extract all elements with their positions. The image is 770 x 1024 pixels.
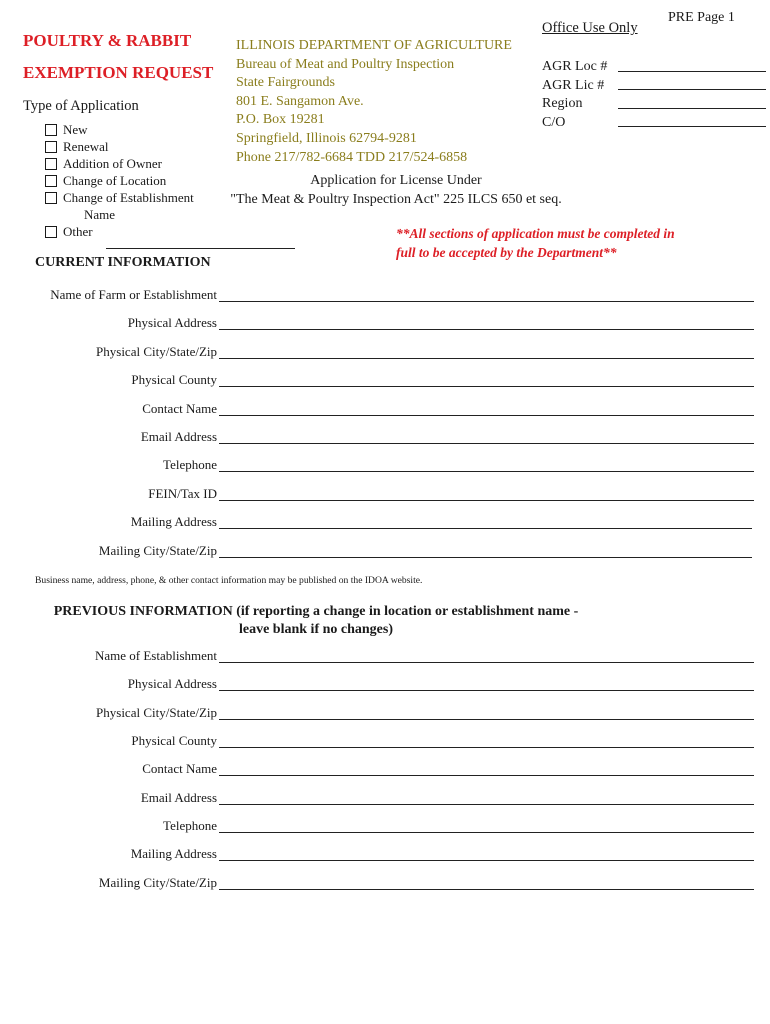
office-use-labels bbox=[542, 58, 607, 133]
region-field[interactable] bbox=[618, 108, 766, 109]
publication-disclaimer: Business name, address, phone, & other contact information may be published on the IDOA website. bbox=[35, 575, 423, 586]
fein-tax-id-input[interactable] bbox=[219, 500, 754, 501]
agency-po-box: P.O. Box 19281 bbox=[236, 112, 325, 128]
field-label: Physical County bbox=[131, 733, 217, 748]
previous-field-row bbox=[0, 873, 770, 893]
type-of-application-label: Type of Application bbox=[23, 98, 139, 114]
email-address-input[interactable] bbox=[219, 443, 754, 444]
field-label: Physical City/State/Zip bbox=[96, 344, 217, 359]
option-new[interactable]: New bbox=[45, 121, 194, 138]
page-number: PRE Page 1 bbox=[668, 10, 735, 25]
prev-email-address-input[interactable] bbox=[219, 804, 754, 805]
agency-bureau: Bureau of Meat and Poultry Inspection bbox=[236, 56, 455, 72]
field-label: Mailing Address bbox=[130, 514, 217, 529]
new-checkbox[interactable] bbox=[45, 124, 57, 136]
field-label: Contact Name bbox=[142, 401, 217, 416]
change-of-location-checkbox[interactable] bbox=[45, 175, 57, 187]
option-change-of-establishment[interactable]: Change of Establishment bbox=[45, 189, 194, 206]
option-other[interactable]: Other bbox=[45, 223, 194, 240]
previous-field-row bbox=[0, 788, 770, 808]
current-field-row bbox=[0, 455, 770, 475]
prev-physical-county-input[interactable] bbox=[219, 747, 754, 748]
agency-name: ILLINOIS DEPARTMENT OF AGRICULTURE bbox=[236, 38, 512, 53]
change-of-establishment-checkbox[interactable] bbox=[45, 192, 57, 204]
renewal-checkbox[interactable] bbox=[45, 141, 57, 153]
application-type-options bbox=[45, 121, 194, 240]
agr-lic-field[interactable] bbox=[618, 89, 766, 90]
prev-contact-name-input[interactable] bbox=[219, 775, 754, 776]
option-change-of-location[interactable]: Change of Location bbox=[45, 172, 194, 189]
field-label: Contact Name bbox=[142, 761, 217, 776]
other-checkbox[interactable] bbox=[45, 226, 57, 238]
current-field-row bbox=[0, 512, 770, 532]
previous-field-row bbox=[0, 674, 770, 694]
current-field-row bbox=[0, 370, 770, 390]
previous-field-row bbox=[0, 646, 770, 666]
previous-field-row bbox=[0, 731, 770, 751]
notice-line2: full to be accepted by the Department** bbox=[396, 245, 617, 260]
region-label: Region bbox=[542, 96, 583, 112]
field-label: FEIN/Tax ID bbox=[148, 486, 217, 501]
field-label: Name of Farm or Establishment bbox=[50, 287, 217, 302]
form-title-line1: POULTRY & RABBIT bbox=[23, 31, 192, 50]
field-label: Email Address bbox=[140, 429, 217, 444]
application-under-line2: "The Meat & Poultry Inspection Act" 225 ILCS 650 et seq. bbox=[230, 192, 562, 207]
agr-loc-label: AGR Loc # bbox=[542, 59, 608, 74]
prev-telephone-input[interactable] bbox=[219, 832, 754, 833]
field-label: Telephone bbox=[163, 818, 217, 833]
current-field-row bbox=[0, 313, 770, 333]
field-label: Physical City/State/Zip bbox=[96, 705, 217, 720]
field-label: Mailing Address bbox=[130, 846, 217, 861]
application-under bbox=[220, 171, 572, 209]
field-label: Name of Establishment bbox=[94, 648, 217, 663]
previous-heading-line2: leave blank if no changes) bbox=[238, 621, 393, 637]
office-use-heading: Office Use Only bbox=[542, 20, 638, 36]
field-label: Physical Address bbox=[127, 315, 217, 330]
previous-heading-line1: PREVIOUS INFORMATION (if reporting a change in location or establishment name - bbox=[53, 604, 579, 619]
agency-phone: Phone 217/782-6684 TDD 217/524-6858 bbox=[236, 149, 468, 165]
previous-information-heading bbox=[36, 603, 596, 638]
previous-field-row bbox=[0, 816, 770, 836]
co-label: C/O bbox=[542, 115, 566, 131]
previous-field-row bbox=[0, 703, 770, 723]
mailing-address-input[interactable] bbox=[219, 528, 752, 529]
field-label: Physical County bbox=[131, 372, 217, 387]
physical-city-state-zip-input[interactable] bbox=[219, 358, 754, 359]
telephone-input[interactable] bbox=[219, 471, 754, 472]
agency-location: State Fairgrounds bbox=[236, 75, 335, 91]
option-continuation: Name bbox=[84, 206, 116, 222]
current-field-row bbox=[0, 484, 770, 504]
prev-physical-address-input[interactable] bbox=[219, 690, 754, 691]
completion-notice bbox=[396, 224, 675, 262]
agr-loc-field[interactable] bbox=[618, 71, 766, 72]
notice-line1: **All sections of application must be completed in bbox=[396, 226, 675, 241]
other-specify-line[interactable] bbox=[106, 248, 295, 249]
prev-physical-city-state-zip-input[interactable] bbox=[219, 719, 754, 720]
option-renewal[interactable]: Renewal bbox=[45, 138, 194, 155]
option-addition-of-owner[interactable]: Addition of Owner bbox=[45, 155, 194, 172]
prev-mailing-address-input[interactable] bbox=[219, 860, 754, 861]
current-field-row bbox=[0, 342, 770, 362]
form-title-line2: EXEMPTION REQUEST bbox=[23, 63, 214, 82]
current-field-row bbox=[0, 541, 770, 561]
current-field-row bbox=[0, 427, 770, 447]
field-label: Email Address bbox=[140, 790, 217, 805]
physical-address-input[interactable] bbox=[219, 329, 754, 330]
current-field-row bbox=[0, 285, 770, 305]
previous-field-row bbox=[0, 759, 770, 779]
physical-county-input[interactable] bbox=[219, 386, 754, 387]
co-field[interactable] bbox=[618, 126, 766, 127]
agency-city: Springfield, Illinois 62794-9281 bbox=[236, 130, 417, 146]
addition-of-owner-checkbox[interactable] bbox=[45, 158, 57, 170]
current-information-heading: CURRENT INFORMATION bbox=[35, 255, 211, 270]
mailing-city-state-zip-input[interactable] bbox=[219, 557, 752, 558]
agency-address bbox=[236, 37, 512, 167]
prev-name-of-establishment-input[interactable] bbox=[219, 662, 754, 663]
name-of-farm-input[interactable] bbox=[219, 301, 754, 302]
current-field-row bbox=[0, 399, 770, 419]
previous-field-row bbox=[0, 844, 770, 864]
application-under-line1: Application for License Under bbox=[310, 173, 482, 188]
field-label: Physical Address bbox=[127, 676, 217, 691]
field-label: Mailing City/State/Zip bbox=[98, 543, 217, 558]
field-label: Mailing City/State/Zip bbox=[98, 875, 217, 890]
agr-lic-label: AGR Lic # bbox=[542, 77, 605, 93]
agency-street: 801 E. Sangamon Ave. bbox=[236, 93, 364, 109]
prev-mailing-city-state-zip-input[interactable] bbox=[219, 889, 754, 890]
contact-name-input[interactable] bbox=[219, 415, 754, 416]
field-label: Telephone bbox=[163, 457, 217, 472]
